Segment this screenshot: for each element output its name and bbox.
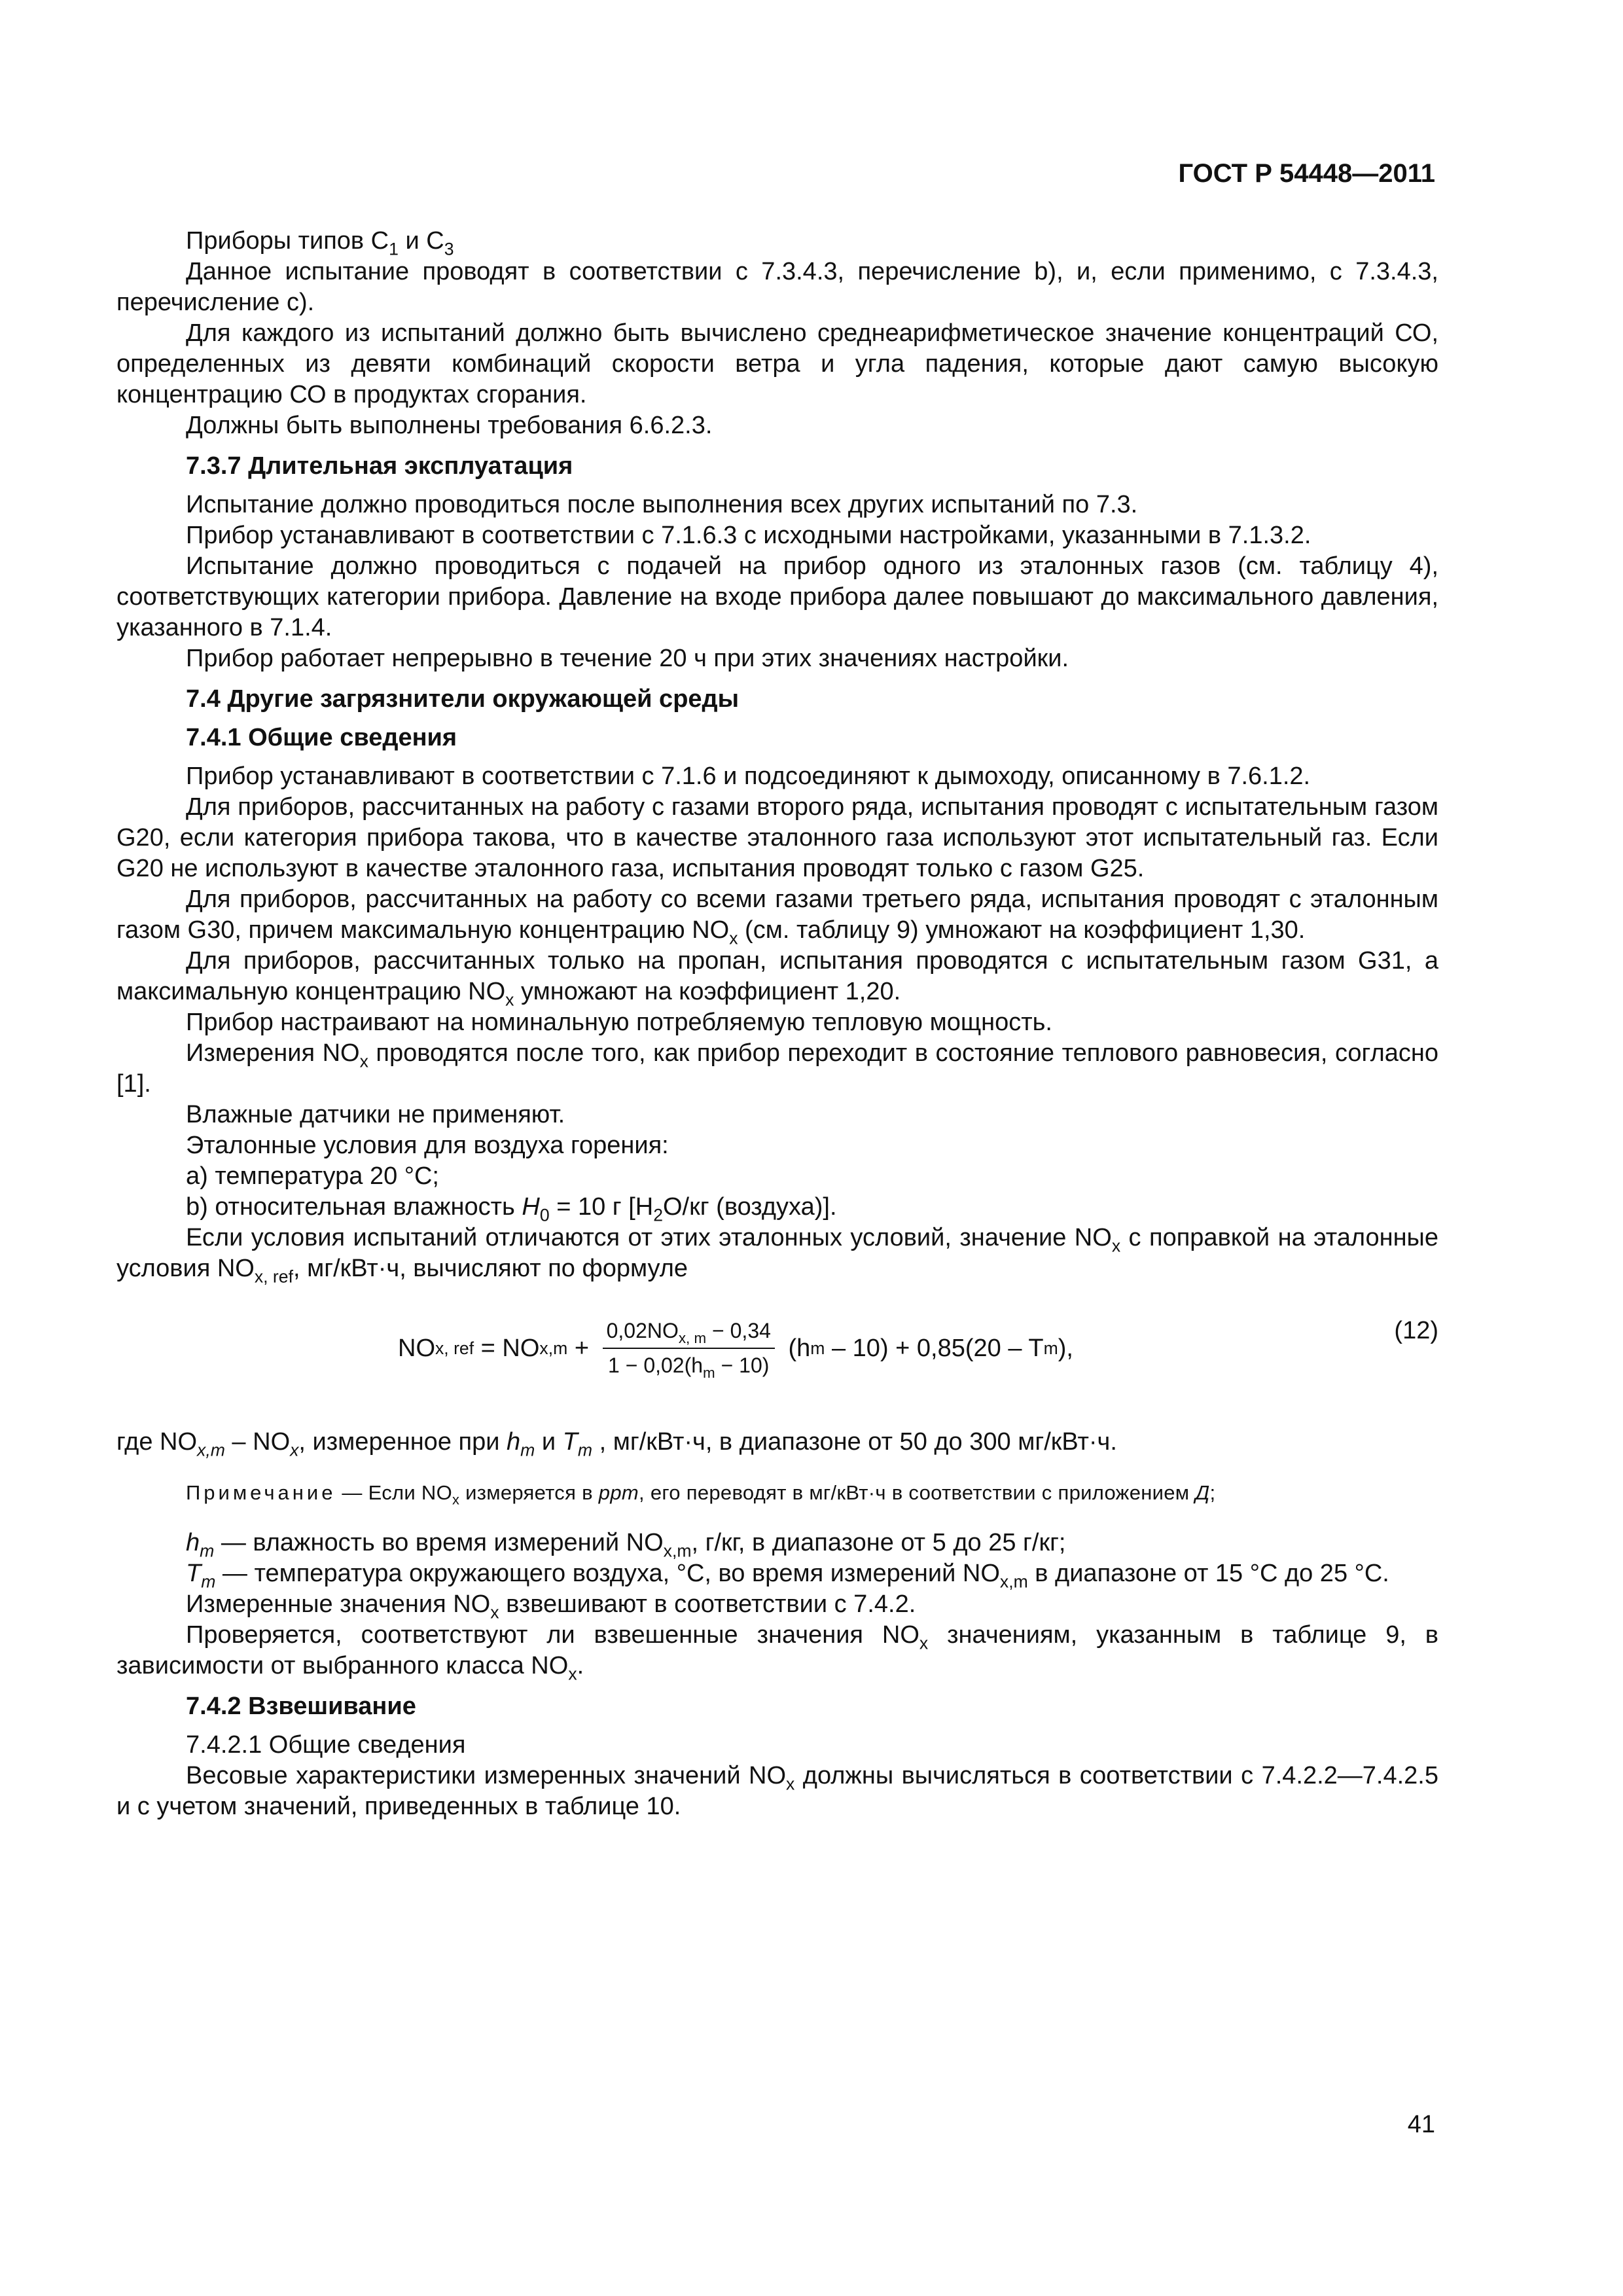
formula-12 [116,1302,1438,1401]
section-heading-741: 7.4.1 Общие сведения [186,724,457,751]
list-item: b) относительная влажность $H_0 = 10$ г [$H_2О/кг$ (воздуха)]. [186,1193,837,1225]
list-item: a) температура 20 °С; [186,1162,439,1190]
paragraph: Прибор работает непрерывно в течение 20 ч при этих значениях настройки. [186,645,1069,672]
formula-where: где $NO_{x,m} - NO_x$, измеренное при $h_m$ и $T_m$ , мг/кВт·ч, в диапазоне от 50 до 300 мг/кВт·ч. [116,1428,1117,1460]
paragraph: Испытание должно проводиться с подачей на прибор одного из эталонных газов (см. таблицу 4), соответствующих категории прибора. Давление на входе прибора далее повышают до максимального давления, указанного в 7.1.4. [116,552,1438,641]
subsection-heading-7421: 7.4.2.1 Общие сведения [186,1731,466,1759]
paragraph: Проверяется, соответствуют ли взвешенные значения $NO_x$ значениям, указанным в таблице 9, в зависимости от выбранного класса $NO_x$. [116,1621,1438,1684]
paragraph: Прибор устанавливают в соответствии с 7.1.6.3 с исходными настройками, указанными в 7.1.3.2. [186,522,1311,549]
section-heading-737: 7.3.7 Длительная эксплуатация [186,452,573,480]
page-body [116,226,1438,1822]
paragraph: Прибор настраивают на номинальную потребляемую тепловую мощность. [186,1009,1052,1036]
paragraph: Если условия испытаний отличаются от этих эталонных условий, значение $NO_x$ с поправкой на эталонные условия $NO_{x, ref}$, мг/кВт·ч, вычисляют по формуле [116,1224,1438,1287]
paragraph: Измеренные значения $NO_x$ взвешивают в соответствии с 7.4.2. [186,1590,916,1623]
formula-fraction: $\frac{0,02NO_{x, m} - 0,34}{1 - 0,02(h_m - 10)}$ [603,1316,775,1381]
definition-hm: $h_m$ — влажность во время измерений $NO_{x,m}$, г/кг, в диапазоне от 5 до 25 г/кг; [186,1529,1066,1561]
paragraph: Влажные датчики не применяют. [186,1101,565,1128]
paragraph: Для каждого из испытаний должно быть вычислено среднеарифметическое значение концентраций СО, определенных из девяти комбинаций скорости ветра и угла падения, которые дают самую высокую концентрацию СО в продуктах сгорания. [116,319,1438,408]
section-heading-742: 7.4.2 Взвешивание [186,1693,416,1720]
definition-tm: $T_m$ — температура окружающего воздуха, °С, во время измерений $NO_{x,m}$ в диапазоне от 15 °С до 25 °С. [186,1560,1389,1592]
paragraph: Для приборов, рассчитанных на работу со всеми газами третьего ряда, испытания проводят с эталонным газом G30, причем максимальную концентрацию $NO_x$ (см. таблицу 9) умножают на коэффициент 1,30. [116,886,1438,948]
page-number: 41 [1407,2111,1435,2138]
formula-number: (12) [1394,1317,1438,1344]
section-heading-74: 7.4 Другие загрязнители окружающей среды [186,685,740,713]
paragraph: Для приборов, рассчитанных только на пропан, испытания проводятся с испытательным газом G31, а максимальную концентрацию $NO_x$ умножают на коэффициент 1,20. [116,947,1438,1010]
paragraph: Испытание должно проводиться после выполнения всех других испытаний по 7.3. [186,491,1138,518]
document-header: ГОСТ Р 54448—2011 [1178,159,1435,188]
paragraph: Приборы типов $С_1$ и $С_3$ [186,227,454,259]
paragraph: Должны быть выполнены требования 6.6.2.3. [186,412,713,439]
note: Примечание — Если $NO_x$ измеряется в ppm, его переводят в мг/кВт·ч в соответствии с приложением Д; [186,1481,1216,1508]
paragraph: Измерения $NO_x$ проводятся после того, как прибор переходит в состояние теплового равновесия, согласно [1]. [116,1039,1439,1098]
paragraph: Для приборов, рассчитанных на работу с газами второго ряда, испытания проводят с испытательным газом G20, если категория прибора такова, что в качестве эталонного газа используют этот испытательный газ. Если G20 не используют в качестве эталонного газа, испытания проводят только с газом G25. [116,793,1438,882]
formula-body: NO x, ref = NO x,m + $\frac{0,02NO_{x, m} - 0,34}{1 - 0,02(h_m - 10)}$ (h m – 10) + 0,85(20 – T m ), [398,1316,1073,1381]
paragraph: Эталонные условия для воздуха горения: [186,1132,669,1159]
paragraph: Прибор устанавливают в соответствии с 7.1.6 и подсоединяют к дымоходу, описанному в 7.6.1.2. [186,762,1311,790]
paragraph: Весовые характеристики измеренных значений $NO_x$ должны вычисляться в соответствии с 7.4.2.2—7.4.2.5 и с учетом значений, приведенных в таблице 10. [116,1762,1438,1820]
paragraph: Данное испытание проводят в соответствии с 7.3.4.3, перечисление b), и, если применимо, с 7.3.4.3, перечисление с). [116,258,1438,316]
